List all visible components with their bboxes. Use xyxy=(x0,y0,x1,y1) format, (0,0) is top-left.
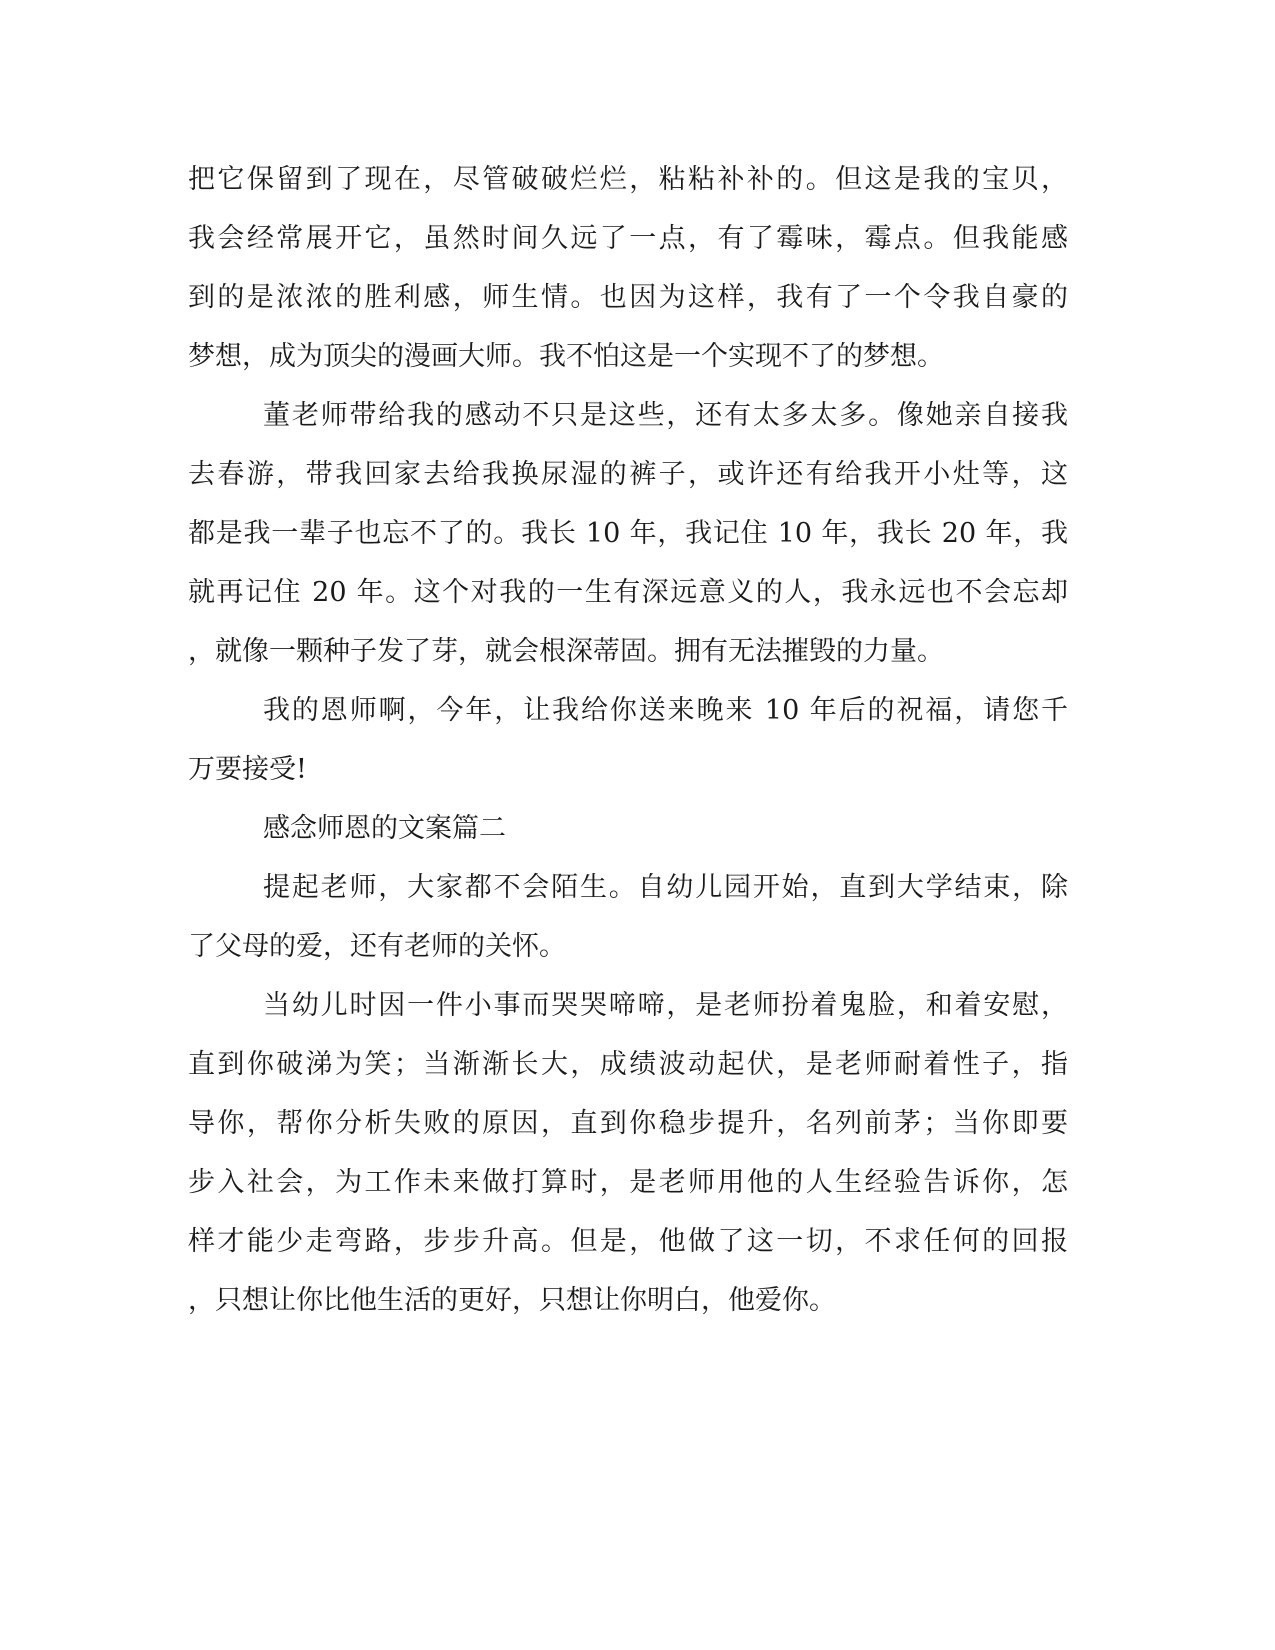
text-line: 导你，帮你分析失败的原因，直到你稳步提升，名列前茅；当你即要 xyxy=(188,1108,1068,1139)
text-line: 步入社会，为工作未来做打算时，是老师用他的人生经验告诉你，怎 xyxy=(188,1167,1068,1198)
text-line: 提起老师，大家都不会陌生。自幼儿园开始，直到大学结束，除 xyxy=(263,872,1068,903)
text-line: ，只想让你比他生活的更好，只想让你明白，他爱你。 xyxy=(188,1285,836,1316)
text-line: 到的是浓浓的胜利感，师生情。也因为这样，我有了一个令我自豪的 xyxy=(188,282,1068,313)
text-line: 董老师带给我的感动不只是这些，还有太多太多。像她亲自接我 xyxy=(263,400,1068,431)
text-line: 就再记住 20 年。这个对我的一生有深远意义的人，我永远也不会忘却 xyxy=(188,577,1068,608)
text-line: 去春游，带我回家去给我换尿湿的裤子，或许还有给我开小灶等，这 xyxy=(188,459,1068,490)
text-line: 梦想，成为顶尖的漫画大师。我不怕这是一个实现不了的梦想。 xyxy=(188,341,944,372)
text-line: 样才能少走弯路，步步升高。但是，他做了这一切，不求任何的回报 xyxy=(188,1226,1068,1257)
text-line: 当幼儿时因一件小事而哭哭啼啼，是老师扮着鬼脸，和着安慰， xyxy=(263,990,1068,1021)
text-line: 我的恩师啊，今年，让我给你送来晚来 10 年后的祝福，请您千 xyxy=(263,695,1068,726)
text-line: 都是我一辈子也忘不了的。我长 10 年，我记住 10 年，我长 20 年，我 xyxy=(188,518,1068,549)
section-heading: 感念师恩的文案篇二 xyxy=(263,813,506,844)
text-line: 直到你破涕为笑；当渐渐长大，成绩波动起伏，是老师耐着性子，指 xyxy=(188,1049,1068,1080)
text-line: 把它保留到了现在，尽管破破烂烂，粘粘补补的。但这是我的宝贝， xyxy=(188,164,1068,195)
text-line: 了父母的爱，还有老师的关怀。 xyxy=(188,931,566,962)
text-line: ，就像一颗种子发了芽，就会根深蒂固。拥有无法摧毁的力量。 xyxy=(188,636,944,667)
text-line: 万要接受! xyxy=(188,754,307,785)
text-line: 我会经常展开它，虽然时间久远了一点，有了霉味，霉点。但我能感 xyxy=(188,223,1068,254)
